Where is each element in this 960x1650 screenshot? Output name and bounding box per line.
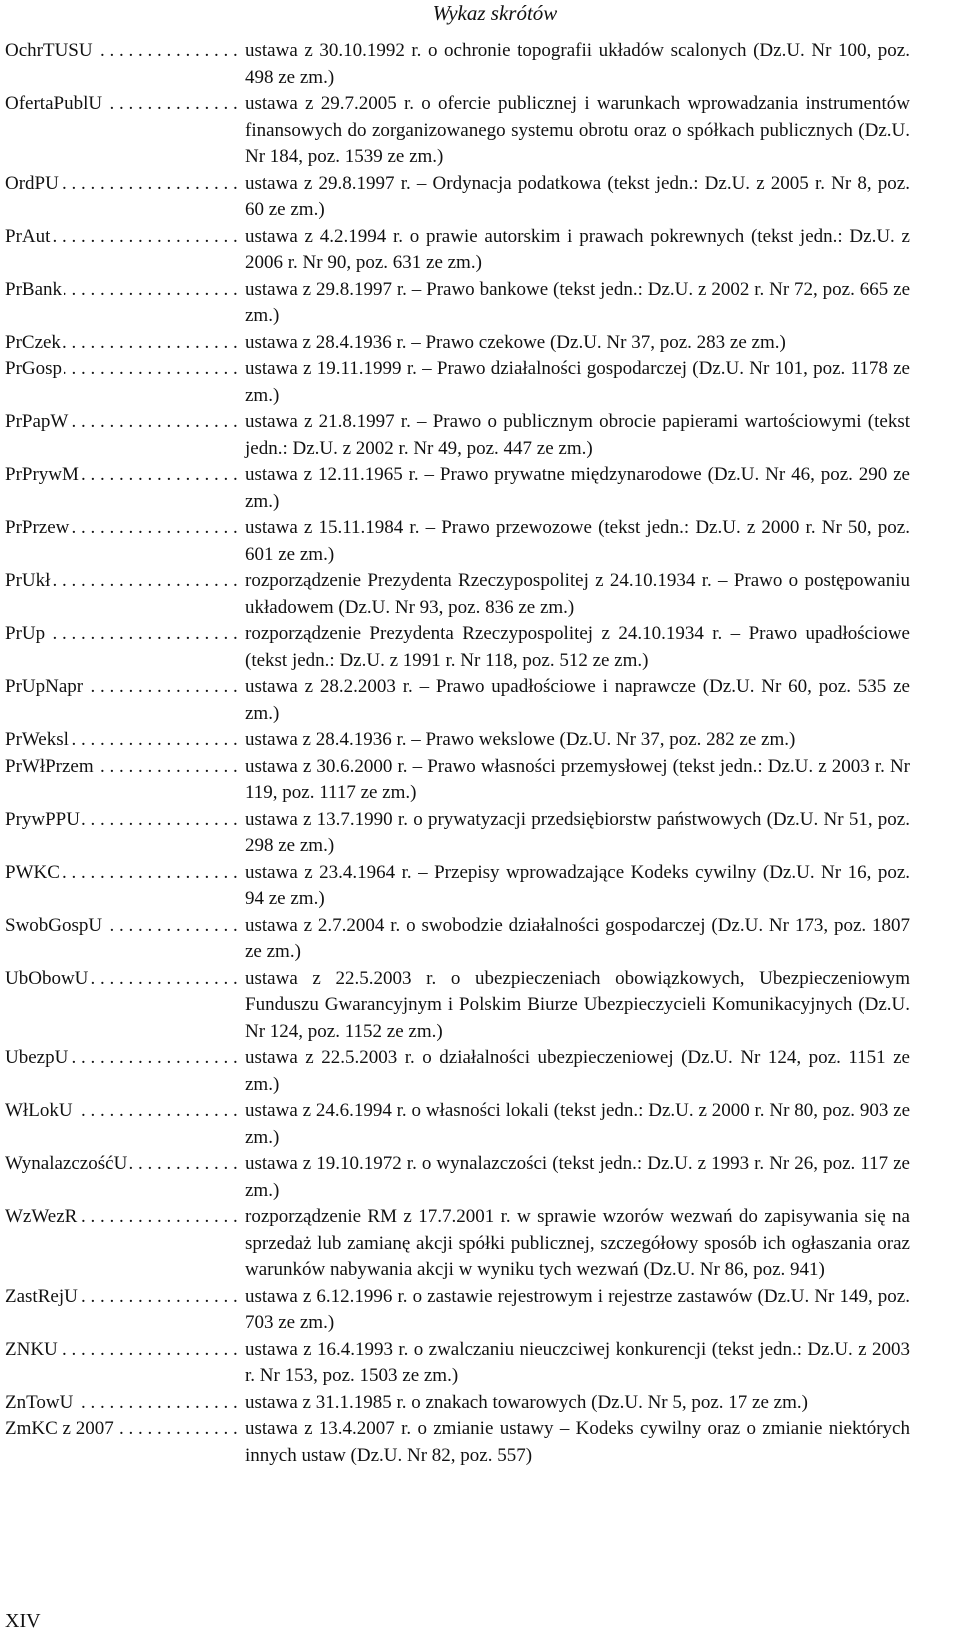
abbreviation-description: ustawa z 28.4.1936 r. – Prawo wekslowe (Dz.U. Nr 37, poz. 282 ze zm.): [245, 729, 796, 750]
abbreviation-term: [5, 38, 245, 65]
abbreviation-entry: [5, 356, 910, 409]
abbreviation-term-text: OfertaPublU: [5, 93, 103, 114]
abbreviation-description: ustawa z 21.8.1997 r. – Prawo o publicznym obrocie papierami wartościowymi (tekst jedn.: Dz.U. z 2002 r. Nr 49, poz. 447 ze zm.): [245, 411, 910, 459]
abbreviation-entry: [5, 1337, 910, 1390]
abbreviation-term-text: WzWezR: [5, 1206, 78, 1227]
abbreviation-entry: [5, 1390, 910, 1417]
abbreviation-term: [5, 356, 245, 383]
abbreviation-entry: [5, 1204, 910, 1284]
abbreviation-term: [5, 462, 245, 489]
abbreviation-term: [5, 1151, 245, 1178]
abbreviation-term-text: PrAut: [5, 225, 51, 247]
abbreviation-term: [5, 860, 245, 887]
abbreviation-description: ustawa z 22.5.2003 r. o ubezpieczeniach obowiązkowych, Ubezpieczeniowym Funduszu Gwarancyjnym i Polskim Biurze Ubezpieczycieli Komunikacyjnych (Dz.U. Nr 124, poz. 1152 ze zm.): [245, 967, 910, 1042]
abbreviation-entry: [5, 727, 910, 754]
abbreviation-description: ustawa z 13.7.1990 r. o prywatyzacji przedsiębiorstw państwowych (Dz.U. Nr 51, poz. 298 ze zm.): [245, 808, 910, 856]
abbreviation-term: [5, 409, 245, 436]
abbreviation-term-text: PrywPPU: [5, 808, 80, 830]
abbreviation-term-text: OchrTUSU: [5, 40, 93, 61]
abbreviation-term-text: WłLokU: [5, 1100, 73, 1121]
abbreviation-entry: [5, 409, 910, 462]
abbreviation-term: [5, 568, 245, 595]
abbreviation-description: rozporządzenie Prezydenta Rzeczypospolitej z 24.10.1934 r. – Prawo upadłościowe (tekst jedn.: Dz.U. z 1991 r. Nr 118, poz. 512 ze zm.): [245, 623, 910, 671]
abbreviation-term: [5, 277, 245, 304]
abbreviation-entry: [5, 1098, 910, 1151]
abbreviation-entry: [5, 224, 910, 277]
abbreviation-entry: [5, 913, 910, 966]
abbreviation-entry: [5, 171, 910, 224]
abbreviation-description: ustawa z 30.10.1992 r. o ochronie topografii układów scalonych (Dz.U. Nr 100, poz. 498 ze zm.): [245, 40, 910, 88]
abbreviation-term-text: PrWeksl: [5, 729, 69, 750]
abbreviation-description: ustawa z 22.5.2003 r. o działalności ubezpieczeniowej (Dz.U. Nr 124, poz. 1151 ze zm.): [245, 1047, 910, 1095]
abbreviation-description: ustawa z 12.11.1965 r. – Prawo prywatne międzynarodowe (Dz.U. Nr 46, poz. 290 ze zm.): [245, 464, 910, 512]
abbreviation-term: [5, 1204, 245, 1231]
abbreviation-term: [5, 621, 245, 648]
abbreviation-entry: [5, 621, 910, 674]
abbreviation-description: ustawa z 15.11.1984 r. – Prawo przewozowe (tekst jedn.: Dz.U. z 2000 r. Nr 50, poz. 601 ze zm.): [245, 517, 910, 565]
abbreviation-entry: [5, 754, 910, 807]
abbreviation-term: [5, 674, 245, 701]
abbreviation-entry: [5, 674, 910, 727]
abbreviation-term-text: PrGosp: [5, 358, 63, 379]
abbreviation-term: [5, 807, 245, 834]
abbreviation-description: ustawa z 19.10.1972 r. o wynalazczości (tekst jedn.: Dz.U. z 1993 r. Nr 26, poz. 117 ze zm.): [245, 1153, 910, 1201]
abbreviation-term: [5, 1284, 245, 1311]
abbreviation-term: [5, 171, 245, 198]
abbreviation-term-text: OrdPU: [5, 172, 59, 194]
abbreviation-term-text: PrPrzew: [5, 517, 70, 538]
abbreviation-term-text: ZmKC z 2007: [5, 1418, 114, 1439]
abbreviation-list: [5, 38, 910, 1469]
abbreviation-term-text: PrCzek: [5, 331, 61, 353]
abbreviation-entry: [5, 277, 910, 330]
abbreviation-term-text: PWKC: [5, 861, 60, 883]
abbreviation-entry: [5, 1284, 910, 1337]
abbreviation-term: [5, 966, 245, 993]
abbreviation-description: ustawa z 2.7.2004 r. o swobodzie działalności gospodarczej (Dz.U. Nr 173, poz. 1807 ze zm.): [245, 914, 910, 962]
abbreviation-term: [5, 91, 245, 118]
abbreviation-description: ustawa z 29.8.1997 r. – Prawo bankowe (tekst jedn.: Dz.U. z 2002 r. Nr 72, poz. 665 ze zm.): [245, 278, 910, 326]
abbreviation-description: ustawa z 19.11.1999 r. – Prawo działalności gospodarczej (Dz.U. Nr 101, poz. 1178 ze zm.): [245, 358, 910, 406]
abbreviation-entry: [5, 1151, 910, 1204]
abbreviation-description: ustawa z 16.4.1993 r. o zwalczaniu nieuczciwej konkurencji (tekst jedn.: Dz.U. z 2003 r. Nr 153, poz. 1503 ze zm.): [245, 1338, 910, 1386]
abbreviation-term-text: ZNKU: [5, 1338, 58, 1360]
abbreviation-description: ustawa z 29.8.1997 r. – Ordynacja podatkowa (tekst jedn.: Dz.U. z 2005 r. Nr 8, poz. 60 ze zm.): [245, 172, 910, 220]
abbreviation-term: [5, 1098, 245, 1125]
abbreviation-term: [5, 754, 245, 781]
abbreviation-description: ustawa z 6.12.1996 r. o zastawie rejestrowym i rejestrze zastawów (Dz.U. Nr 149, poz. 703 ze zm.): [245, 1285, 910, 1333]
abbreviation-description: ustawa z 4.2.1994 r. o prawie autorskim i prawach pokrewnych (tekst jedn.: Dz.U. z 2006 r. Nr 90, poz. 631 ze zm.): [245, 225, 910, 273]
abbreviation-description: rozporządzenie Prezydenta Rzeczypospolitej z 24.10.1934 r. – Prawo o postępowaniu układowem (Dz.U. Nr 93, poz. 836 ze zm.): [245, 570, 910, 618]
abbreviation-term: [5, 1390, 245, 1417]
abbreviation-description: ustawa z 23.4.1964 r. – Przepisy wprowadzające Kodeks cywilny (Dz.U. Nr 16, poz. 94 ze zm.): [245, 861, 910, 909]
abbreviation-entry: [5, 515, 910, 568]
abbreviation-entry: [5, 91, 910, 171]
abbreviation-term: [5, 1416, 245, 1443]
abbreviation-term-text: PrBank: [5, 278, 62, 300]
abbreviation-entry: [5, 966, 910, 1046]
abbreviation-term-text: PrPrywM: [5, 464, 79, 485]
abbreviation-description: ustawa z 28.4.1936 r. – Prawo czekowe (Dz.U. Nr 37, poz. 283 ze zm.): [245, 331, 786, 353]
abbreviation-term: [5, 224, 245, 251]
abbreviation-entry: [5, 860, 910, 913]
page-number: XIV: [5, 1610, 41, 1632]
abbreviation-term-text: PrUpNapr: [5, 676, 84, 697]
abbreviation-term-text: SwobGospU: [5, 914, 103, 936]
abbreviation-term: [5, 515, 245, 542]
abbreviation-description: ustawa z 24.6.1994 r. o własności lokali (tekst jedn.: Dz.U. z 2000 r. Nr 80, poz. 903 ze zm.): [245, 1100, 910, 1148]
abbreviation-term-text: WynalazczośćU: [5, 1153, 128, 1174]
abbreviation-term-text: PrUp: [5, 623, 46, 644]
abbreviation-entry: [5, 330, 910, 357]
abbreviation-entry: [5, 1045, 910, 1098]
abbreviation-entry: [5, 462, 910, 515]
abbreviation-term-text: PrWłPrzem: [5, 755, 94, 777]
abbreviation-entry: [5, 1416, 910, 1469]
abbreviation-term: [5, 913, 245, 940]
abbreviation-description: ustawa z 28.2.2003 r. – Prawo upadłościowe i naprawcze (Dz.U. Nr 60, poz. 535 ze zm.): [245, 676, 910, 724]
abbreviation-entry: [5, 568, 910, 621]
abbreviation-term-text: PrPapW: [5, 411, 69, 432]
abbreviation-description: ustawa z 13.4.2007 r. o zmianie ustawy – Kodeks cywilny oraz o zmianie niektórych innych ustaw (Dz.U. Nr 82, poz. 557): [245, 1418, 910, 1466]
abbreviation-term-text: ZnTowU: [5, 1391, 74, 1413]
abbreviation-term: [5, 727, 245, 754]
abbreviation-description: ustawa z 29.7.2005 r. o ofercie publicznej i warunkach wprowadzania instrumentów finansowych do zorganizowanego systemu obrotu oraz o spółkach publicznych (Dz.U. Nr 184, poz. 1539 ze zm.): [245, 93, 910, 167]
abbreviation-description: rozporządzenie RM z 17.7.2001 r. w sprawie wzorów wezwań do zapisywania się na sprzedaż lub zamianę akcji spółki publicznej, szczegółowy sposób ich ogłaszania oraz warunków nabywania akcji w wyniku tych wezwań (Dz.U. Nr 86, poz. 941): [245, 1206, 910, 1280]
abbreviation-entry: [5, 38, 910, 91]
abbreviation-term-text: ZastRejU: [5, 1285, 78, 1307]
abbreviation-term: [5, 1337, 245, 1364]
abbreviation-term: [5, 1045, 245, 1072]
abbreviation-description: ustawa z 30.6.2000 r. – Prawo własności przemysłowej (tekst jedn.: Dz.U. z 2003 r. Nr 119, poz. 1117 ze zm.): [245, 755, 910, 803]
abbreviation-term-text: UbezpU: [5, 1047, 69, 1068]
running-header: Wykaz skrótów: [432, 1, 558, 25]
abbreviation-description: ustawa z 31.1.1985 r. o znakach towarowych (Dz.U. Nr 5, poz. 17 ze zm.): [245, 1391, 808, 1413]
abbreviation-entry: [5, 807, 910, 860]
abbreviation-term-text: PrUkł: [5, 570, 51, 591]
abbreviation-term: [5, 330, 245, 357]
abbreviation-term-text: UbObowU: [5, 967, 89, 989]
